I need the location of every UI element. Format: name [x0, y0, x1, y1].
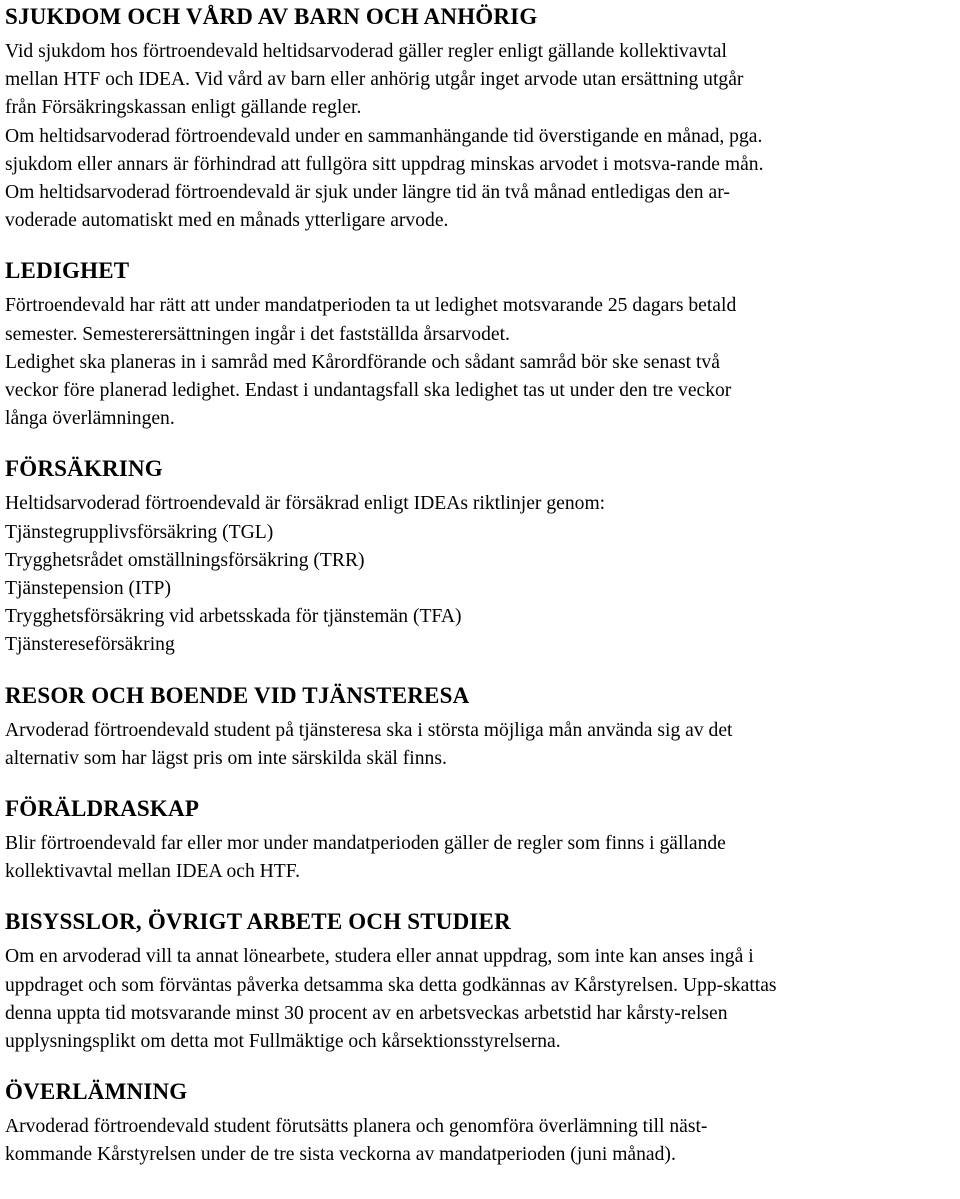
paragraph-line: långa överlämningen. [5, 408, 175, 430]
paragraph-line: Vid sjukdom hos förtroendevald heltidsarvoderad gäller regler enligt gällande kollektivavtal [5, 41, 727, 62]
list-item: Tjänstereseförsäkring [5, 634, 175, 656]
section-ledighet [5, 256, 960, 433]
list-item: Trygghetsförsäkring vid arbetsskada för tjänstemän (TFA) [5, 606, 462, 628]
paragraph-line: veckor före planerad ledighet. Endast i undantagsfall ska ledighet tas ut under den tre veckor [5, 380, 732, 402]
section-overlamning [5, 1077, 960, 1169]
paragraph-line: kollektivavtal mellan IDEA och HTF. [5, 861, 300, 883]
paragraph-line: semester. Semesterersättningen ingår i det fastställda årsarvodet. [5, 323, 510, 345]
paragraph-line: Heltidsarvoderad förtroendevald är försäkrad enligt IDEAs riktlinjer genom: [5, 493, 606, 515]
paragraph-line: Om en arvoderad vill ta annat lönearbete, studera eller annat uppdrag, som inte kan anses ingå i [5, 946, 754, 968]
list-item: Tjänstegrupplivsförsäkring (TGL) [5, 521, 274, 543]
section-spacer [5, 886, 960, 907]
section-spacer [5, 773, 960, 794]
paragraph-line: uppdraget och som förväntas påverka detsamma ska detta godkännas av Kårstyrelsen. Upp-skattas [5, 974, 777, 996]
section-sjukdom [5, 2, 960, 235]
paragraph-line: Blir förtroendevald far eller mor under mandatperioden gäller de regler som finns i gällande [5, 833, 726, 855]
section-forsakring [5, 454, 960, 659]
section-heading: SJUKDOM OCH VÅRD AV BARN OCH ANHÖRIG [5, 4, 538, 29]
section-heading: FÖRSÄKRING [5, 456, 163, 482]
paragraph-line: alternativ som har lägst pris om inte särskilda skäl finns. [5, 747, 447, 769]
paragraph-line: Arvoderad förtroendevald student förutsätts planera och genomföra överlämning till näst- [5, 1116, 708, 1138]
section-heading: LEDIGHET [5, 258, 130, 284]
paragraph-line: mellan HTF och IDEA. Vid vård av barn eller anhörig utgår inget arvode utan ersättning utgår [5, 69, 744, 91]
section-heading: BISYSSLOR, ÖVRIGT ARBETE OCH STUDIER [5, 909, 511, 935]
paragraph-line: voderade automatiskt med en månads ytterligare arvode. [5, 210, 449, 232]
section-spacer [5, 660, 960, 681]
section-spacer [5, 1056, 960, 1077]
paragraph-line: Ledighet ska planeras in i samråd med Kårordförande och sådant samråd bör ske senast två [5, 351, 720, 373]
section-heading: ÖVERLÄMNING [5, 1079, 188, 1105]
paragraph-line: sjukdom eller annars är förhindrad att fullgöra sitt uppdrag minskas arvodet i motsva-rande mån. [5, 153, 764, 175]
paragraph-line: denna uppta tid motsvarande minst 30 procent av en arbetsveckas arbetstid har kårsty-relsen [5, 1002, 728, 1024]
section-bisysslor [5, 907, 960, 1056]
list-item: Trygghetsrådet omställningsförsäkring (TRR) [5, 549, 365, 571]
section-foraldraskap [5, 794, 960, 886]
paragraph-line: från Försäkringskassan enligt gällande regler. [5, 97, 362, 119]
paragraph-line: Förtroendevald har rätt att under mandatperioden ta ut ledighet motsvarande 25 dagars betald [5, 295, 737, 317]
section-spacer [5, 433, 960, 454]
section-resor [5, 681, 960, 773]
paragraph-line: kommande Kårstyrelsen under de tre sista veckorna av mandatperioden (juni månad). [5, 1144, 676, 1166]
paragraph-line: Om heltidsarvoderad förtroendevald under en sammanhängande tid överstigande en månad, pga. [5, 125, 763, 147]
list-item: Tjänstepension (ITP) [5, 578, 171, 600]
section-spacer [5, 235, 960, 256]
section-heading: RESOR OCH BOENDE VID TJÄNSTERESA [5, 682, 470, 708]
paragraph-line: upplysningsplikt om detta mot Fullmäktige och kårsektionsstyrelserna. [5, 1031, 561, 1053]
paragraph-line: Om heltidsarvoderad förtroendevald är sjuk under längre tid än två månad entledigas den ar- [5, 182, 730, 204]
paragraph-line: Arvoderad förtroendevald student på tjänsteresa ska i största möjliga mån använda sig av det [5, 719, 733, 741]
section-heading: FÖRÄLDRASKAP [5, 796, 200, 822]
